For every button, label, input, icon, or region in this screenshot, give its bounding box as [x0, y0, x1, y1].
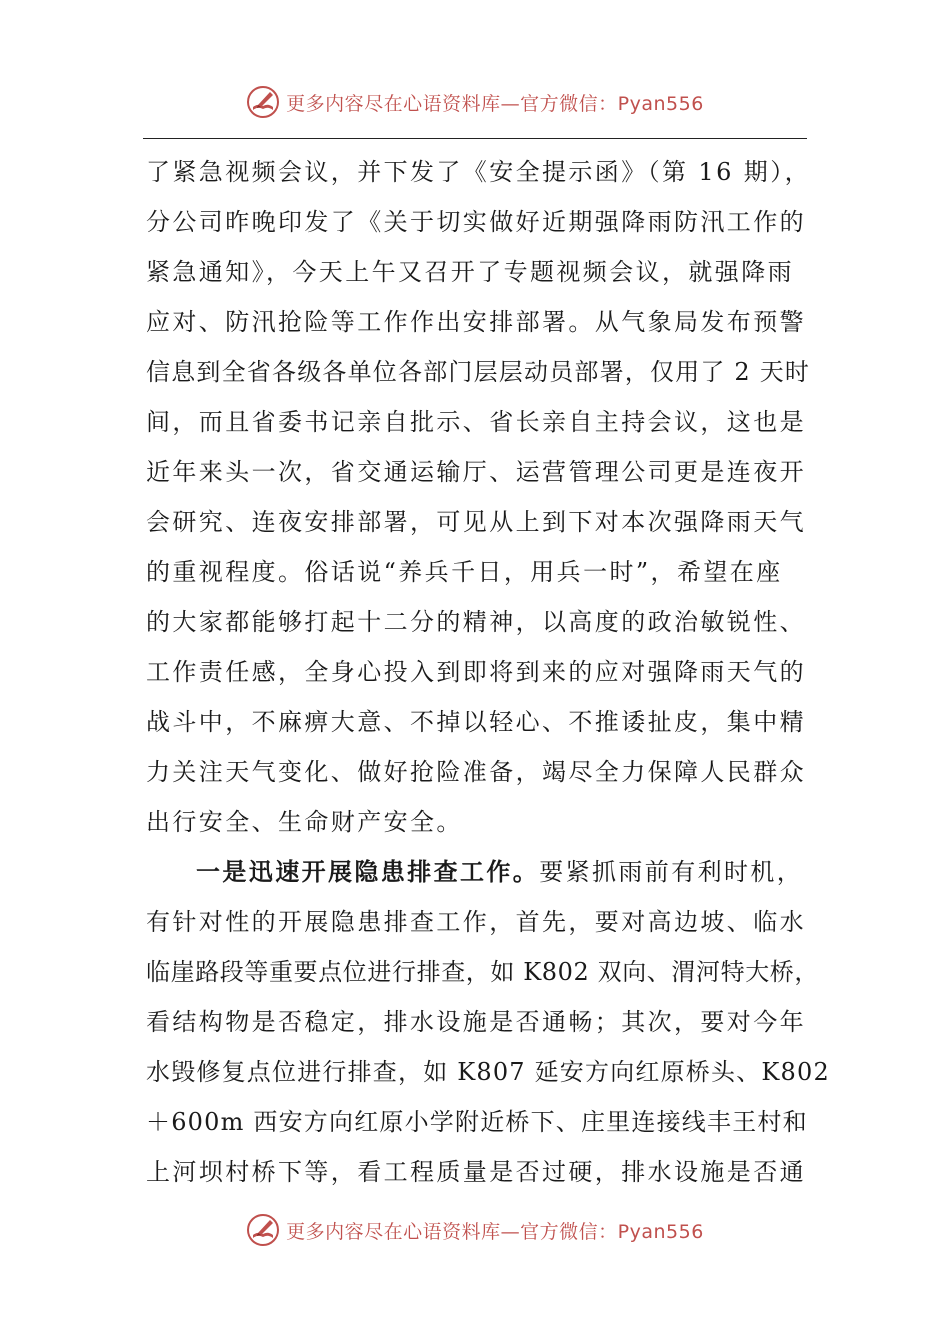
watermark-header — [0, 82, 950, 122]
text-line: 战斗中，不麻痹大意、不掉以轻心、不推诿扯皮，集中精 — [146, 708, 806, 736]
watermark-wechat-id: Pyan556 — [617, 92, 704, 115]
section-heading-rest: 要紧抓雨前有利时机， — [539, 858, 804, 886]
text-line: 会研究、连夜安排部署，可见从上到下对本次强降雨天气 — [146, 508, 806, 536]
text-line: 有针对性的开展隐患排查工作，首先，要对高边坡、临水 — [146, 908, 806, 936]
book-pen-logo-icon — [246, 1213, 280, 1247]
text-line: 近年来头一次，省交通运输厅、运营管理公司更是连夜开 — [146, 458, 806, 486]
watermark-text — [286, 89, 704, 116]
text-line: 了紧急视频会议，并下发了《安全提示函》（第 16 期）， — [146, 158, 811, 186]
text-line: 工作责任感，全身心投入到即将到来的应对强降雨天气的 — [146, 658, 806, 686]
text-line: 分公司昨晚印发了《关于切实做好近期强降雨防汛工作的 — [146, 208, 806, 236]
book-pen-logo-icon — [246, 85, 280, 119]
watermark-wechat-id: Pyan556 — [617, 1220, 704, 1243]
text-line: 水毁修复点位进行排查，如 K807 延安方向红原桥头、K802 — [146, 1058, 830, 1086]
text-line: 的重视程度。俗话说“养兵千日，用兵一时”，希望在座 — [146, 558, 783, 586]
watermark-site-text: 更多内容尽在心语资料库—官方微信： — [286, 92, 618, 115]
paragraph-1 — [146, 147, 810, 847]
watermark-footer — [0, 1210, 950, 1250]
text-line: 临崖路段等重要点位进行排查，如 K802 双向、渭河特大桥， — [146, 958, 819, 986]
paragraph-2 — [146, 847, 830, 1197]
text-line: 信息到全省各级各单位各部门层层动员部署，仅用了 2 天时 — [146, 358, 811, 386]
text-line: ＋600m 西安方向红原小学附近桥下、庄里连接线丰王村和 — [146, 1108, 808, 1136]
text-line: 力关注天气变化、做好抢险准备，竭尽全力保障人民群众 — [146, 758, 806, 786]
watermark-text — [286, 1217, 704, 1244]
text-line: 间，而且省委书记亲自批示、省长亲自主持会议，这也是 — [146, 408, 806, 436]
watermark-site-text: 更多内容尽在心语资料库—官方微信： — [286, 1220, 618, 1243]
text-line: 紧急通知》，今天上午又召开了专题视频会议，就强降雨 — [146, 258, 794, 286]
text-line: 看结构物是否稳定，排水设施是否通畅；其次，要对今年 — [146, 1008, 806, 1036]
text-line: 应对、防汛抢险等工作作出安排部署。从气象局发布预警 — [146, 308, 806, 336]
text-line: 出行安全、生命财产安全。 — [146, 808, 463, 836]
text-line — [146, 847, 810, 897]
section-heading: 一是迅速开展隐患排查工作。 — [196, 858, 540, 886]
header-rule — [143, 138, 807, 139]
text-line: 的大家都能够打起十二分的精神，以高度的政治敏锐性、 — [146, 608, 806, 636]
text-line: 上河坝村桥下等，看工程质量是否过硬，排水设施是否通 — [146, 1158, 806, 1186]
document-body — [146, 147, 830, 1197]
